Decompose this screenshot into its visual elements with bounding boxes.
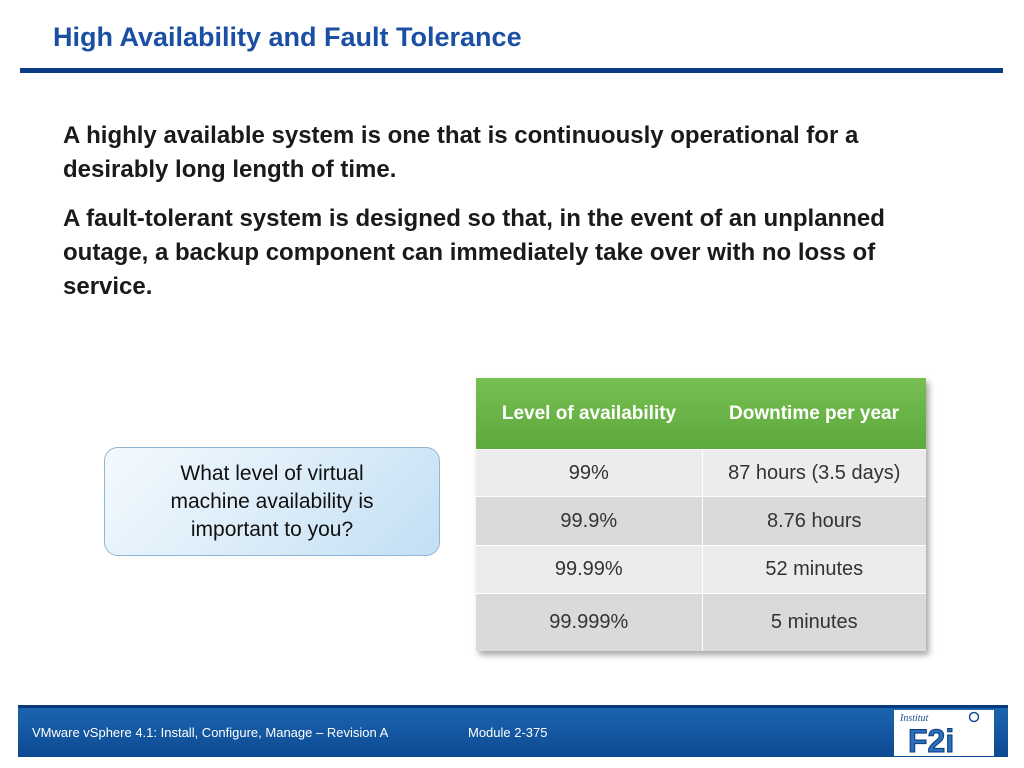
availability-table <box>476 378 926 651</box>
footer-module-number: Module 2-375 <box>468 725 548 740</box>
table-header-row <box>476 378 926 450</box>
downtime-cell: 8.76 hours <box>702 497 926 546</box>
table-row <box>476 546 926 594</box>
slide-title: High Availability and Fault Tolerance <box>53 22 522 52</box>
f2i-logo <box>894 710 994 756</box>
availability-cell: 99.99% <box>476 546 702 594</box>
paragraph-fault-tolerance: A fault-tolerant system is designed so that, in the event of an unplanned outage, a backup component can immediately take over with no loss of service. <box>63 205 885 300</box>
availability-cell: 99% <box>476 450 702 497</box>
logo-f2i-text: F2i <box>908 723 955 756</box>
header-level-of-availability: Level of availability <box>476 378 702 450</box>
table-row <box>476 594 926 652</box>
question-callout <box>104 447 440 556</box>
header-downtime-per-year: Downtime per year <box>702 378 926 450</box>
downtime-cell: 87 hours (3.5 days) <box>702 450 926 497</box>
callout-text: What level of virtual machine availability is important to you? <box>170 461 374 541</box>
logo-institut-text: Institut <box>900 713 929 724</box>
availability-cell: 99.9% <box>476 497 702 546</box>
table-row <box>476 450 926 497</box>
availability-cell: 99.999% <box>476 594 702 652</box>
footer-course-title: VMware vSphere 4.1: Install, Configure, Manage – Revision A <box>32 725 389 740</box>
table-row <box>476 497 926 546</box>
title-divider <box>20 68 1003 73</box>
slide-footer <box>18 705 1008 757</box>
downtime-cell: 52 minutes <box>702 546 926 594</box>
downtime-cell: 5 minutes <box>702 594 926 652</box>
paragraph-high-availability: A highly available system is one that is continuously operational for a desirably long length of time. <box>63 122 859 183</box>
